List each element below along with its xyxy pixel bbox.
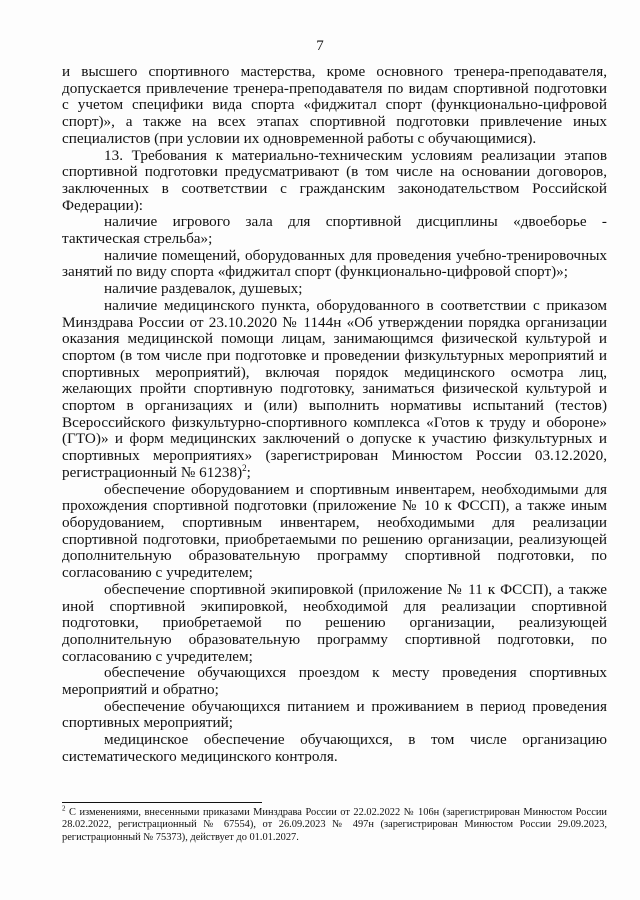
paragraph-medical-point: [62, 298, 607, 482]
paragraph-training-rooms: наличие помещений, оборудованных для проведения учебно-тренировочных занятий по виду спорта «фиджитал спорт (функционально-цифровой спорт)»;: [62, 246, 607, 281]
footnote-reference: 2: [242, 462, 247, 473]
paragraph-sport-gear: обеспечение спортивной экипировкой (приложение № 11 к ФССП), а также иной спортивной экипировкой, необходимой для реализации спортивной подготовки, приобретаемой по решению организации, реализующей дополнительную образовательную программу спортивной подготовки, по согласованию с учредителем;: [62, 580, 607, 665]
paragraph-meals-lodging: обеспечение обучающихся питанием и проживанием в период проведения спортивных мероприятий;: [62, 697, 607, 732]
footnote-divider: [62, 802, 262, 803]
medical-point-text: наличие медицинского пункта, оборудованного в соответствии с приказом Минздрава России от 23.10.2020 № 1144н «Об утверждении порядка организации оказания медицинской помощи лицам, занимающимся физической культурой и спортом (в том числе при подготовке и проведении физкультурных мероприятий и спортивных мероприятий), включая порядок медицинского осмотра лиц, желающих пройти спортивную подготовку, заниматься физической культурой и спортом в организациях и (или) выполнить нормативы испытаний (тестов) Всероссийского физкультурно-спортивного комплекса «Готов к труду и обороне» (ГТО)» и форм медицинских заключений о допуске к участию физкультурных и спортивных мероприятиях» (зарегистрирован Минюстом России 03.12.2020, регистрационный № 61238): [62, 296, 607, 481]
paragraph-continuation: и высшего спортивного мастерства, кроме основного тренера-преподавателя, допускается привлечение тренера-преподавателя по видам спортивной подготовки с учетом специфики вида спорта «фиджитал спорт (функционально-цифровой спорт)», а также на всех этапах спортивной подготовки привлечение иных специалистов (при условии их одновременной работы с обучающимися).: [62, 63, 607, 147]
paragraph-equipment: обеспечение оборудованием и спортивным инвентарем, необходимыми для прохождения спортивной подготовки (приложение № 10 к ФССП), а также иным оборудованием, спортивным инвентарем, необходимыми для реализации спортивной подготовки, приобретаемыми по решению организации, реализующей дополнительную образовательную программу спортивной подготовки, по согласованию с учредителем;: [62, 480, 607, 582]
document-body: [62, 64, 607, 766]
footnote-text: С изменениями, внесенными приказами Минздрава России от 22.02.2022 № 106н (зарегистрирован Минюстом России 28.02.2022, регистрационный № 67554), от 26.09.2023 № 497н (зарегистрирован Минюстом России 29.09.2023, регистрационный № 75373), действует до 01.01.2027.: [62, 807, 607, 843]
medical-point-suffix: ;: [246, 463, 251, 481]
paragraph-travel: обеспечение обучающихся проездом к месту проведения спортивных мероприятий и обратно;: [62, 664, 607, 699]
paragraph-locker-rooms: наличие раздевалок, душевых;: [104, 280, 303, 298]
footnote-marker: 2: [62, 804, 66, 813]
paragraph-item-13: 13. Требования к материально-техническим условиям реализации этапов спортивной подготовки предусматривают (в том числе на основании договоров, заключенных в соответствии с гражданским законодательством Российской Федерации):: [62, 146, 607, 214]
paragraph-medical-support: медицинское обеспечение обучающихся, в том числе организацию систематического медицинского контроля.: [62, 731, 607, 765]
paragraph-game-hall: наличие игрового зала для спортивной дисциплины «двоеборье - тактическая стрельба»;: [62, 213, 607, 248]
footnote: [62, 804, 607, 844]
page-number: 7: [316, 38, 324, 54]
